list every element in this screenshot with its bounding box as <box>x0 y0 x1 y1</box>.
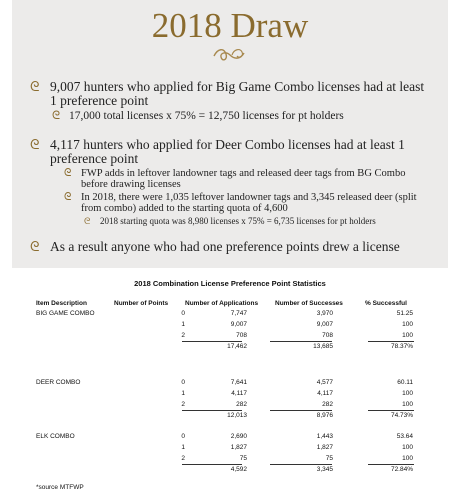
bullet-big-game <box>30 80 430 108</box>
bullet-text: As a result anyone who had one preference points drew a license <box>50 239 400 254</box>
total-applications: 12,013 <box>227 412 247 419</box>
header-item-description: Item Description <box>36 300 87 307</box>
percent-cell: 100 <box>402 444 413 451</box>
total-percent: 72.84% <box>390 466 413 473</box>
bullet-text: 2018 starting quota was 8,980 licenses x 75% = 6,735 licenses for pt holders <box>100 216 376 226</box>
swirl-bullet-icon: ᘓ <box>64 192 72 203</box>
successes-cell: 1,443 <box>316 433 333 440</box>
points-cell: 0 <box>181 379 185 386</box>
sum-rule <box>270 341 332 342</box>
successes-cell: 3,970 <box>316 310 333 317</box>
successes-cell: 4,117 <box>317 390 333 397</box>
bullet-text: 4,117 hunters who applied for Deer Combo licenses had at least 1 preference point <box>50 137 405 166</box>
header-percent-successful: % Successful <box>365 300 407 307</box>
applications-cell: 9,007 <box>230 321 247 328</box>
source-note: *source MTFWP <box>36 484 84 491</box>
bullet-text: In 2018, there were 1,035 leftover landowner tags and 3,345 released deer (split from combo) added to the starting quota of 4,600 <box>81 192 417 214</box>
sum-rule <box>368 410 414 411</box>
applications-cell: 2,690 <box>230 433 247 440</box>
header-number-of-successes: Number of Successes <box>275 300 343 307</box>
successes-cell: 708 <box>322 332 333 339</box>
bullet-text: 17,000 total licenses x 75% = 12,750 licenses for pt holders <box>69 110 344 122</box>
points-cell: 2 <box>181 401 185 408</box>
percent-cell: 100 <box>402 332 413 339</box>
swirl-bullet-icon: ᘓ <box>84 216 91 226</box>
points-cell: 0 <box>181 433 185 440</box>
percent-cell: 100 <box>402 321 413 328</box>
swirl-bullet-icon: ᘓ <box>30 137 40 152</box>
sum-rule <box>270 464 332 465</box>
total-successes: 8,976 <box>316 412 333 419</box>
points-cell: 1 <box>181 444 185 451</box>
successes-cell: 9,007 <box>316 321 333 328</box>
swirl-bullet-icon: ᘓ <box>52 110 61 122</box>
swirl-bullet-icon: ᘓ <box>64 168 72 179</box>
bullet-deer <box>30 138 430 166</box>
points-cell: 2 <box>181 332 185 339</box>
total-applications: 4,592 <box>230 466 247 473</box>
total-successes: 3,345 <box>316 466 333 473</box>
applications-cell: 708 <box>236 332 247 339</box>
bullet-text: 9,007 hunters who applied for Big Game Combo licenses had at least 1 preference point <box>50 79 425 108</box>
table-title: 2018 Combination License Preference Point Statistics <box>134 279 326 288</box>
successes-cell: 75 <box>325 455 333 462</box>
header-number-of-applications: Number of Applications <box>185 300 259 307</box>
applications-cell: 75 <box>239 455 247 462</box>
applications-cell: 1,827 <box>230 444 247 451</box>
sum-rule <box>182 410 242 411</box>
successes-cell: 1,827 <box>316 444 333 451</box>
total-successes: 13,685 <box>313 343 333 350</box>
presentation-slide <box>12 0 448 268</box>
applications-cell: 7,641 <box>230 379 247 386</box>
percent-cell: 100 <box>402 455 413 462</box>
sum-rule <box>270 410 332 411</box>
percent-cell: 51.25 <box>396 310 413 317</box>
header-number-of-points: Number of Points <box>114 300 169 307</box>
slide-title: 2018 Draw <box>151 6 309 45</box>
flourish-ornament-icon <box>210 44 250 66</box>
group-name: BIG GAME COMBO <box>36 310 95 317</box>
percent-cell: 53.64 <box>396 433 413 440</box>
statistics-table <box>0 270 460 500</box>
sum-rule <box>182 464 242 465</box>
bullet-text: FWP adds in leftover landowner tags and released deer tags from BG Combo before drawing licenses <box>81 168 406 190</box>
total-percent: 74.73% <box>390 412 413 419</box>
points-cell: 1 <box>181 390 185 397</box>
sub-bullet-big-game-quota <box>52 110 432 122</box>
points-cell: 2 <box>181 455 185 462</box>
group-name: ELK COMBO <box>36 433 75 440</box>
sum-rule <box>182 341 242 342</box>
points-cell: 0 <box>181 310 185 317</box>
percent-cell: 100 <box>402 401 413 408</box>
applications-cell: 7,747 <box>230 310 247 317</box>
total-percent: 78.37% <box>390 343 413 350</box>
successes-cell: 282 <box>322 401 333 408</box>
total-applications: 17,462 <box>227 343 247 350</box>
points-cell: 1 <box>181 321 185 328</box>
sub-bullet-fwp-adds <box>64 168 429 190</box>
sub-sub-bullet-starting-quota <box>84 216 434 226</box>
group-name: DEER COMBO <box>36 379 81 386</box>
percent-cell: 60.11 <box>397 379 413 386</box>
percent-cell: 100 <box>402 390 413 397</box>
bullet-result <box>30 240 440 254</box>
successes-cell: 4,577 <box>316 379 333 386</box>
applications-cell: 282 <box>236 401 247 408</box>
sum-rule <box>368 341 414 342</box>
applications-cell: 4,117 <box>231 390 247 397</box>
swirl-bullet-icon: ᘓ <box>30 79 40 94</box>
sum-rule <box>368 464 414 465</box>
swirl-bullet-icon: ᘓ <box>30 239 40 254</box>
sub-bullet-2018-tags <box>64 192 429 214</box>
